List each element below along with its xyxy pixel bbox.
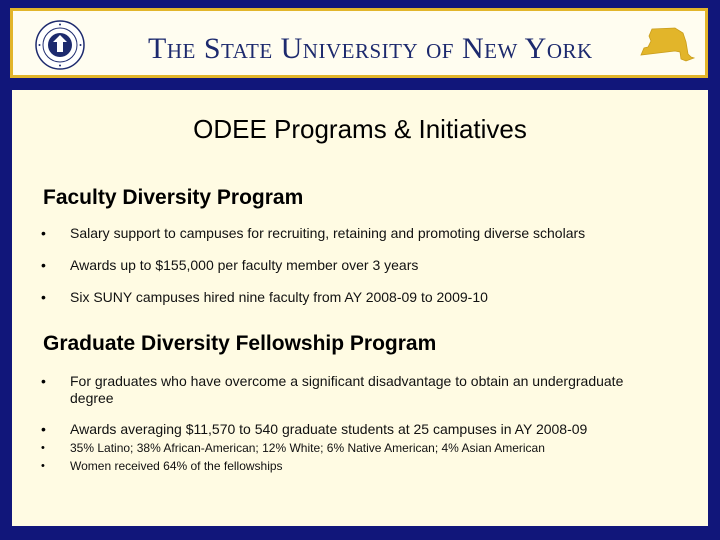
- bullet-text: Awards averaging $11,570 to 540 graduate students at 25 campuses in AY 2008-09: [70, 421, 588, 437]
- university-name: The State University of New York: [148, 32, 593, 65]
- bullet-icon: •: [41, 460, 45, 472]
- bullet-icon: •: [41, 373, 46, 389]
- bullet-text: For graduates who have overcome a significant disadvantage to obtain an undergraduate degree: [70, 373, 624, 406]
- slide-content: [12, 90, 708, 526]
- bullet-text: 35% Latino; 38% African-American; 12% White; 6% Native American; 4% Asian American: [70, 441, 545, 455]
- new-york-state-map-icon: [639, 27, 695, 67]
- bullet-text: Awards up to $155,000 per faculty member over 3 years: [70, 257, 419, 273]
- university-banner: [10, 8, 708, 78]
- bullet-text: Women received 64% of the fellowships: [70, 459, 283, 473]
- bullet-icon: •: [41, 257, 46, 273]
- university-seal-icon: [35, 20, 85, 70]
- bullet-icon: •: [41, 421, 46, 437]
- bullet-icon: •: [41, 225, 46, 241]
- bullet-text: Salary support to campuses for recruiting, retaining and promoting diverse scholars: [70, 225, 586, 241]
- bullet-icon: •: [41, 442, 45, 454]
- slide-title: ODEE Programs & Initiatives: [193, 114, 527, 144]
- bullet-text: Six SUNY campuses hired nine faculty from AY 2008-09 to 2009-10: [70, 289, 488, 305]
- bullet-icon: •: [41, 289, 46, 305]
- section-heading-faculty-diversity: Faculty Diversity Program: [43, 186, 304, 209]
- section-heading-graduate-fellowship: Graduate Diversity Fellowship Program: [43, 332, 437, 355]
